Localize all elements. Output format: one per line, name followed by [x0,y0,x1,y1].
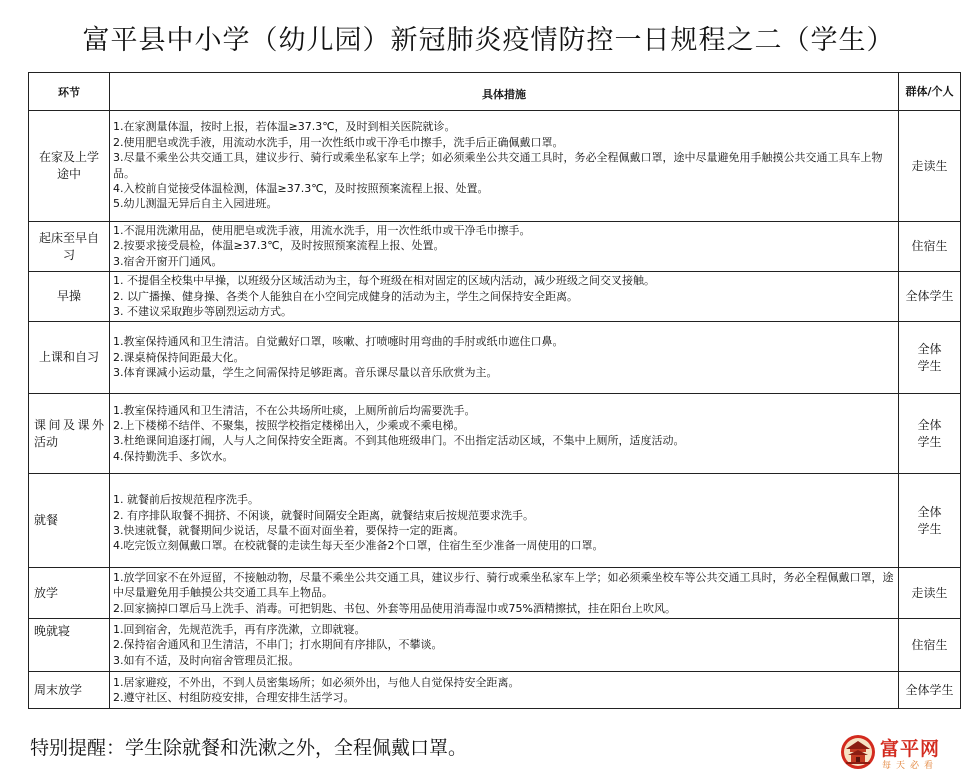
group-cell: 全体学生 [899,272,961,322]
measures-cell [110,619,899,672]
stage-cell: 上课和自习 [29,322,110,394]
header-measures: 具体措施 [110,73,899,111]
measure-item: 2.使用肥皂或洗手液，用流动水洗手，用一次性纸巾或干净毛巾擦手，洗手后正确佩戴口罩。 [113,135,564,149]
measure-item: 3.体育课减小运动量，学生之间需保持足够距离。音乐课尽量以音乐欣赏为主。 [113,366,498,380]
measure-item: 3.杜绝课间追逐打闹，人与人之间保持安全距离。不到其他班级串门。不出指定活动区域，不集中上厕所，适度活动。 [113,434,685,448]
special-reminder: 特别提醒：学生除就餐和洗漱之外，全程佩戴口罩。 [30,737,468,759]
measures-cell [110,111,899,222]
measure-item: 2.按要求接受晨检，体温≥37.3℃，及时按照预案流程上报、处置。 [113,239,445,253]
group-cell: 走读生 [899,111,961,222]
header-group: 群体/个人 [899,73,961,111]
table-row [29,222,961,272]
measures-cell [110,222,899,272]
table-row [29,619,961,672]
measure-item: 1.居家避疫，不外出，不到人员密集场所；如必须外出，与他人自觉保持安全距离。 [113,675,520,689]
table-row [29,111,961,222]
measure-item: 2. 以广播操、健身操、各类个人能独自在小空间完成健身的活动为主，学生之间保持安全距离。 [113,289,578,303]
stage-cell: 晚就寝 [29,619,110,672]
table-row [29,568,961,619]
page-title: 富平县中小学（幼儿园）新冠肺炎疫情防控一日规程之二（学生） [82,25,895,56]
measure-item: 3.宿舍开窗开门通风。 [113,254,223,268]
group-cell: 全体学生 [899,672,961,709]
measure-item: 4.入校前自觉接受体温检测，体温≥37.3℃，及时按照预案流程上报、处置。 [113,181,489,195]
rules-table [28,72,961,709]
table-header-row [29,73,961,111]
measure-item: 1.放学回家不在外逗留，不接触动物，尽量不乘坐公共交通工具，建议步行、骑行或乘坐私家车上学；如必须乘坐校车等公共交通工具时，务必全程佩戴口罩，途中尽量避免用手触摸公共交通工具车上物品。 [113,570,894,600]
measure-item: 5.幼儿测温无异后自主入园进班。 [113,197,278,211]
group-cell: 全体学生 [899,322,961,394]
measure-item: 1.教室保持通风和卫生清洁。自觉戴好口罩，咳嗽、打喷嚏时用弯曲的手肘或纸巾遮住口鼻。 [113,335,564,349]
watermark-name: 富平网 [880,738,941,760]
table-row [29,322,961,394]
table-row [29,272,961,322]
measure-item: 4.保持勤洗手、多饮水。 [113,449,234,463]
measure-item: 3.快速就餐，就餐期间少说话，尽量不面对面坐着，要保持一定的距离。 [113,523,465,537]
measure-item: 2.课桌椅保持间距最大化。 [113,350,245,364]
measure-item: 4.吃完饭立刻佩戴口罩。在校就餐的走读生每天至少准备2个口罩，住宿生至少准备一周使用的口罩。 [113,539,604,553]
measure-item: 3.如有不适，及时向宿舍管理员汇报。 [113,653,300,667]
pagoda-icon [840,734,876,770]
group-cell: 住宿生 [899,222,961,272]
measures-cell [110,474,899,568]
header-stage: 环节 [29,73,110,111]
table-row [29,474,961,568]
measure-item: 2. 有序排队取餐不拥挤、不闲谈，就餐时间隔安全距离，就餐结束后按规范要求洗手。 [113,508,534,522]
measure-item: 1. 不提倡全校集中早操，以班级分区域活动为主，每个班级在相对固定的区域内活动，减少班级之间交叉接触。 [113,274,655,288]
measure-item: 3.尽量不乘坐公共交通工具，建议步行、骑行或乘坐私家车上学；如必须乘坐公共交通工具时，务必全程佩戴口罩，途中尽量避免用手触摸公共交通工具车上物品。 [113,151,883,180]
stage-cell: 周末放学 [29,672,110,709]
measures-cell [110,672,899,709]
measure-item: 1.教室保持通风和卫生清洁，不在公共场所吐痰，上厕所前后均需要洗手。 [113,403,476,417]
measure-item: 2.遵守社区、村组防疫安排，合理安排生活学习。 [113,690,355,704]
measure-item: 1.在家测量体温，按时上报，若体温≥37.3℃，及时到相关医院就诊。 [113,120,456,134]
measure-item: 3. 不建议采取跑步等剧烈运动方式。 [113,305,292,319]
watermark-slogan: 每天必看 [882,761,939,771]
group-cell: 住宿生 [899,619,961,672]
group-cell: 全体学生 [899,394,961,474]
group-cell: 全体学生 [899,474,961,568]
measure-item: 1.回到宿舍，先规范洗手，再有序洗漱，立即就寝。 [113,622,366,636]
watermark-logo [840,734,968,774]
table-row [29,394,961,474]
measure-item: 2.回家摘掉口罩后马上洗手、消毒。可把钥匙、书包、外套等用品使用消毒湿巾或75%酒精擦拭，挂在阳台上吹风。 [113,601,676,615]
measures-cell [110,568,899,619]
measures-cell [110,394,899,474]
stage-cell: 早操 [29,272,110,322]
table-row [29,672,961,709]
stage-cell: 在家及上学途中 [29,111,110,222]
group-cell: 走读生 [899,568,961,619]
measure-item: 2.上下楼梯不结伴、不聚集，按照学校指定楼梯出入，少乘或不乘电梯。 [113,419,465,433]
stage-cell: 放学 [29,568,110,619]
measure-item: 1.不混用洗漱用品，使用肥皂或洗手液，用流水洗手，用一次性纸巾或干净毛巾擦手。 [113,224,531,237]
stage-cell: 课间及课外活动 [29,394,110,474]
stage-cell: 起床至早自习 [29,222,110,272]
measure-item: 2.保持宿舍通风和卫生清洁，不串门；打水期间有序排队，不攀谈。 [113,638,443,652]
measure-item: 1. 就餐前后按规范程序洗手。 [113,493,259,507]
measures-cell [110,322,899,394]
measures-cell [110,272,899,322]
stage-cell: 就餐 [29,474,110,568]
